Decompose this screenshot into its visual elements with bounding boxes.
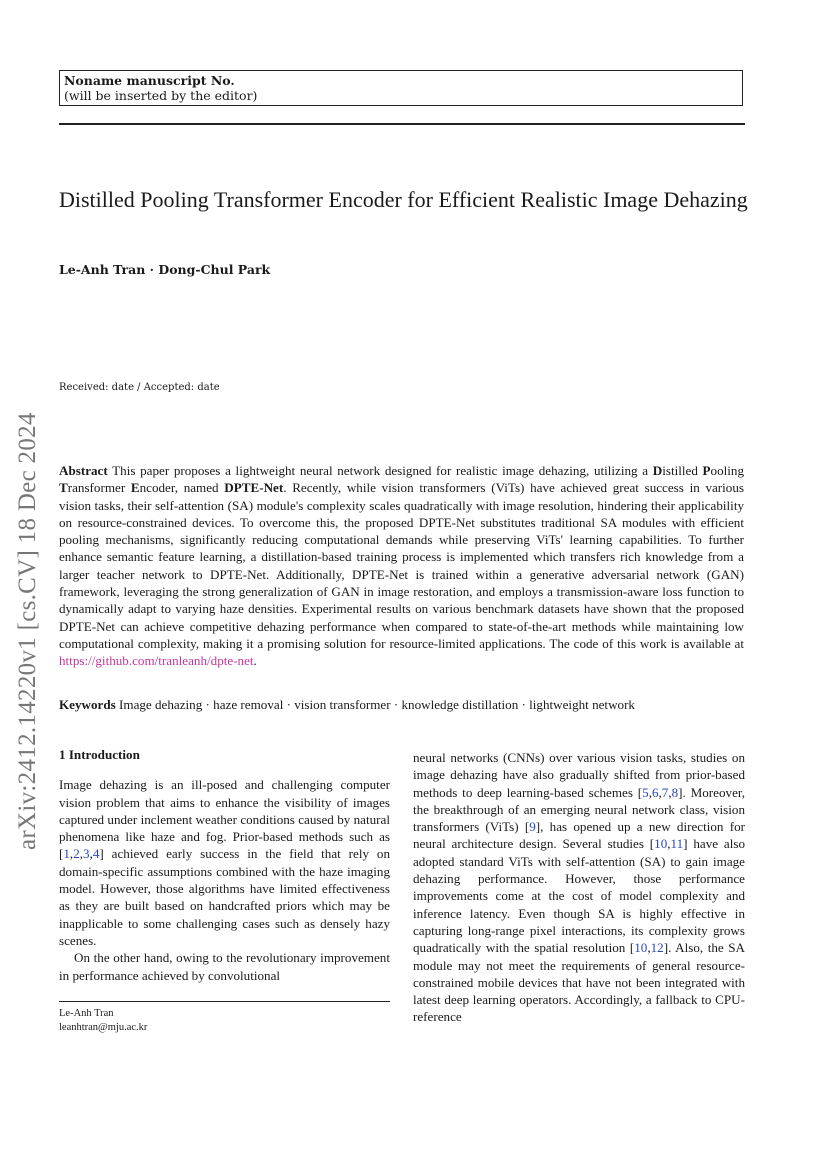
text-run: ], has opened up a new direction for neural architecture design. Several studies [ — [413, 819, 745, 852]
abstract-text-a: This paper proposes a lightweight neural network designed for realistic image dehazing, utilizing a — [107, 463, 653, 478]
name-letter-d: D — [652, 463, 663, 478]
citation-link[interactable]: 7 — [661, 784, 669, 800]
name-letter-e: E — [130, 480, 140, 496]
keywords-label: Keywords — [59, 697, 116, 712]
text-run: Image dehazing is an ill-posed and challenging computer vision problem that aims to enhance the visibility of images captured under inclement weather conditions caused by natural phenomena like haze and fog. Prior-based methods such as [ — [59, 777, 390, 862]
editor-note: (will be inserted by the editor) — [64, 88, 258, 103]
arxiv-stamp: arXiv:2412.14220v1 [cs.CV] 18 Dec 2024 — [14, 412, 41, 850]
manuscript-number: Noname manuscript No. — [64, 73, 235, 88]
abstract-text-b: , named — [174, 480, 225, 496]
citation-link[interactable]: 9 — [529, 819, 536, 835]
text-run: ] achieved early success in the field that rely on domain-specific assumptions combined with the haze imaging model. However, those algorithms have limited effectiveness as they are built based on handcrafted priors which may be inapplicable to some challenging cases such as densely hazy scenes. — [59, 846, 390, 948]
keywords — [59, 696, 744, 713]
citation-link[interactable]: 12 — [650, 940, 664, 956]
abstract-text-c: . Recently, while vision transformers (ViTs) have achieved great success in various vision tasks, their self-attention (SA) module's complexity scales quadratically with image resolution, hindering their applicability on resource-constrained devices. To overcome this, the proposed DPTE-Net substitutes traditional SA modules with efficient pooling mechanisms, significantly reducing computational demands while preserving ViTs' learning capabilities. To further enhance semantic feature learning, a distillation-based training process is implemented which transfers rich knowledge from a larger teacher network to DPTE-Net. Additionally, DPTE-Net is trained within a generative adversarial network (GAN) framework, leveraging the strong generalization of GAN in image restoration, and employs a transmission-aware loss function to dynamically adapt to varying haze densities. Experimental results on various benchmark datasets have shown that the proposed DPTE-Net can achieve competitive dehazing performance when compared to state-of-the-art methods while maintaining low computational complexity, making it a promising solution for resource-limited applications. The code of this work is available at — [59, 480, 744, 651]
name-word-4: ncoder — [139, 480, 175, 496]
keywords-text: Image dehazing · haze removal · vision transformer · knowledge distillation · lightweight network — [115, 697, 635, 712]
name-letter-p: P — [702, 463, 711, 478]
footnote — [59, 1007, 147, 1035]
intro-paragraph-2: On the other hand, owing to the revolutionary improvement in performance achieved by convolutional — [59, 950, 390, 983]
citation-link[interactable]: 2 — [73, 846, 80, 862]
manuscript-header-box — [59, 70, 743, 106]
name-word-1: istilled — [662, 463, 703, 478]
authors: Le-Anh Tran · Dong-Chul Park — [59, 262, 271, 277]
name-word-3: ransformer — [67, 480, 131, 496]
abstract-label: Abstract — [59, 463, 108, 478]
section-heading: 1 Introduction — [59, 747, 140, 762]
code-link[interactable]: https://github.com/tranleanh/dpte-net — [59, 653, 254, 669]
abstract — [59, 462, 744, 670]
text-run: neural networks (CNNs) over various vision tasks, studies on image dehazing have also gradually shifted from prior-based methods to deep learning-based schemes [ — [413, 750, 745, 800]
citation-link[interactable]: 3 — [83, 846, 90, 862]
received-date: Received: date / Accepted: date — [59, 382, 220, 393]
citation-link[interactable]: 1 — [63, 846, 70, 862]
name-word-2: ooling — [710, 463, 744, 478]
abstract-end: . — [253, 653, 257, 669]
footnote-rule — [59, 1001, 390, 1002]
citation-link[interactable]: 10 — [634, 940, 648, 956]
header-rule — [59, 123, 745, 125]
paper-title: Distilled Pooling Transformer Encoder for Efficient Realistic Image Dehazing — [59, 187, 748, 212]
citation-link[interactable]: 5 — [642, 784, 649, 800]
right-column: neural networks (CNNs) over various vision tasks, studies on image dehazing have also gradually shifted from prior-based methods to deep learning-based schemes [5,6,7,8]. Moreover, the breakthrough of an emerging neural network class, vision transformers (ViTs) [9], has opened up a new direction for neural architecture design. Several studies [10,11] have also adopted standard ViTs with self-attention (SA) to gain image dehazing performance. However, those performance improvements come at the cost of model complexity and inference latency. Even though SA is highly effective in capturing long-range pixel interactions, its complexity grows quadratically with the spatial resolution [10,12]. Also, the SA module may not meet the requirements of general resource-constrained mobile devices that have not been integrated with latest deep learning operators. Accordingly, a fallback to CPU-reference — [413, 750, 746, 1025]
citation-link[interactable]: 6 — [651, 784, 659, 800]
citation-link[interactable]: 4 — [92, 846, 100, 862]
citation-link[interactable]: 8 — [671, 784, 679, 800]
footnote-email: leanhtran@mju.ac.kr — [59, 1022, 148, 1033]
citation-link[interactable]: 10 — [654, 836, 668, 852]
name-letter-t: T — [59, 480, 68, 496]
text-run: ]. Moreover, the breakthrough of an emerging neural network class, vision transformers (ViTs) [ — [413, 784, 745, 835]
intro-paragraph-1: Image dehazing is an ill-posed and challenging computer vision problem that aims to enhance the visibility of images captured under inclement weather conditions caused by natural phenomena like haze and fog. Prior-based methods such as [1,2,3,4] achieved early success in the field that rely on domain-specific assumptions combined with the haze imaging model. However, those algorithms have limited effectiveness as they are built based on handcrafted priors which may be inapplicable to some challenging cases such as densely hazy scenes. — [59, 777, 390, 948]
left-column — [59, 746, 390, 984]
text-run: ] have also adopted standard ViTs with self-attention (SA) to gain image dehazing performance. However, those performance improvements come at the cost of model complexity and inference latency. Even though SA is highly effective in capturing long-range pixel interactions, its complexity grows quadratically with the spatial resolution [ — [413, 836, 746, 956]
citation-link[interactable]: 11 — [670, 836, 684, 852]
footnote-author: Le-Anh Tran — [59, 1008, 114, 1019]
net-name: DPTE-Net — [224, 480, 284, 496]
text-run: ]. Also, the SA module may not meet the requirements of general resource-constrained mobile devices that have not been integrated with latest deep learning operators. Accordingly, a fallback to CPU-reference — [413, 940, 745, 1025]
